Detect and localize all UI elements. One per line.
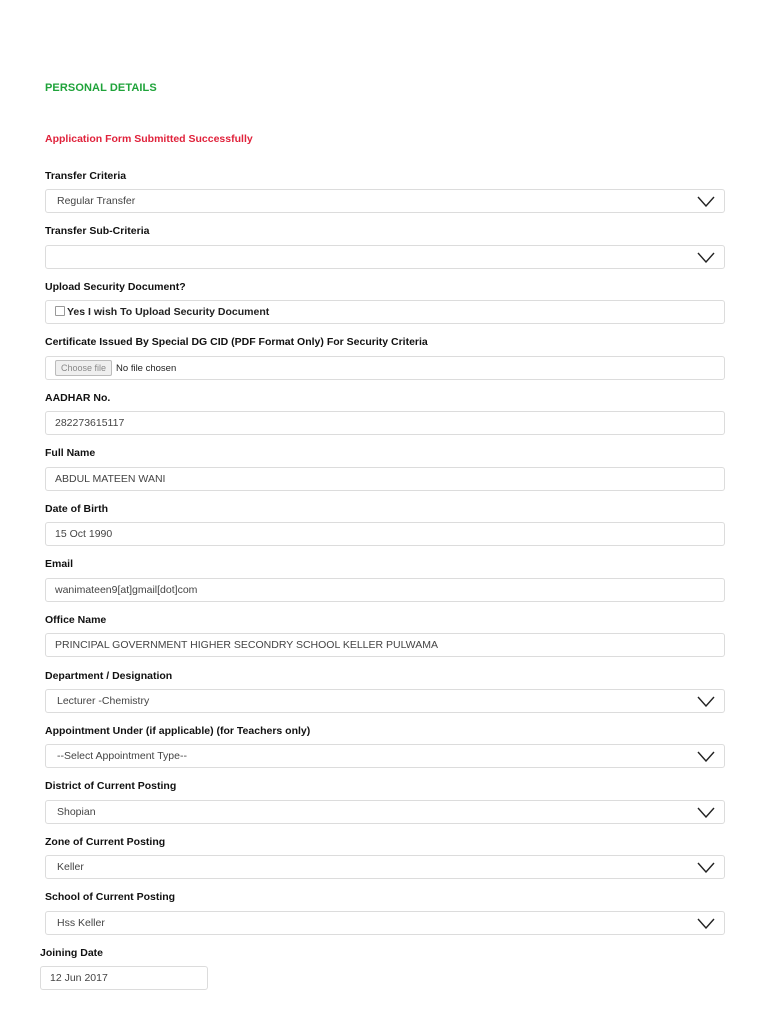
appointment-label: Appointment Under (if applicable) (for Teachers only)	[45, 725, 311, 737]
joining-date-input[interactable]	[40, 966, 208, 990]
dob-input[interactable]	[45, 522, 725, 546]
office-name-input[interactable]	[45, 633, 725, 657]
appointment-select[interactable]	[45, 744, 725, 768]
email-label: Email	[45, 558, 74, 570]
district-select[interactable]	[45, 800, 725, 824]
dob-value: 15 Oct 1990	[55, 528, 113, 540]
office-name-value: PRINCIPAL GOVERNMENT HIGHER SECONDRY SCHOOL KELLER PULWAMA	[55, 639, 438, 651]
transfer-criteria-label: Transfer Criteria	[45, 170, 127, 182]
chevron-down-icon	[697, 196, 715, 207]
file-status: No file chosen	[116, 362, 177, 374]
chevron-down-icon	[697, 918, 715, 929]
school-select[interactable]	[45, 911, 725, 935]
transfer-criteria-value: Regular Transfer	[57, 195, 136, 207]
aadhar-value: 282273615117	[55, 417, 125, 429]
joining-date-value: 12 Jun 2017	[50, 972, 108, 984]
department-value: Lecturer -Chemistry	[57, 695, 150, 707]
aadhar-label: AADHAR No.	[45, 392, 111, 404]
district-value: Shopian	[57, 806, 96, 818]
school-label: School of Current Posting	[45, 891, 176, 903]
zone-select[interactable]	[45, 855, 725, 879]
certificate-label: Certificate Issued By Special DG CID (PDF Format Only) For Security Criteria	[45, 336, 428, 348]
appointment-value: --Select Appointment Type--	[57, 750, 187, 762]
chevron-down-icon	[697, 252, 715, 263]
district-label: District of Current Posting	[45, 780, 177, 792]
transfer-sub-criteria-select[interactable]	[45, 245, 725, 269]
chevron-down-icon	[697, 751, 715, 762]
success-message: Application Form Submitted Successfully	[45, 133, 253, 145]
full-name-input[interactable]	[45, 467, 725, 491]
section-title: PERSONAL DETAILS	[45, 82, 157, 94]
department-label: Department / Designation	[45, 670, 173, 682]
upload-security-label: Upload Security Document?	[45, 281, 186, 293]
chevron-down-icon	[697, 862, 715, 873]
zone-label: Zone of Current Posting	[45, 836, 166, 848]
zone-value: Keller	[57, 861, 84, 873]
school-value: Hss Keller	[57, 917, 105, 929]
transfer-sub-criteria-label: Transfer Sub-Criteria	[45, 225, 150, 237]
office-name-label: Office Name	[45, 614, 107, 626]
upload-security-box	[45, 300, 725, 324]
department-select[interactable]	[45, 689, 725, 713]
transfer-criteria-select[interactable]	[45, 189, 725, 213]
chevron-down-icon	[697, 696, 715, 707]
email-input[interactable]	[45, 578, 725, 602]
joining-date-label: Joining Date	[40, 947, 104, 959]
aadhar-input[interactable]	[45, 411, 725, 435]
chevron-down-icon	[697, 807, 715, 818]
upload-security-checkbox-label: Yes I wish To Upload Security Document	[67, 306, 270, 318]
full-name-value: ABDUL MATEEN WANI	[55, 473, 166, 485]
email-value: wanimateen9[at]gmail[dot]com	[55, 584, 198, 596]
choose-file-button[interactable]: Choose file	[55, 360, 112, 376]
certificate-file-input	[45, 356, 725, 380]
upload-security-checkbox[interactable]	[55, 306, 65, 316]
full-name-label: Full Name	[45, 447, 96, 459]
dob-label: Date of Birth	[45, 503, 108, 515]
